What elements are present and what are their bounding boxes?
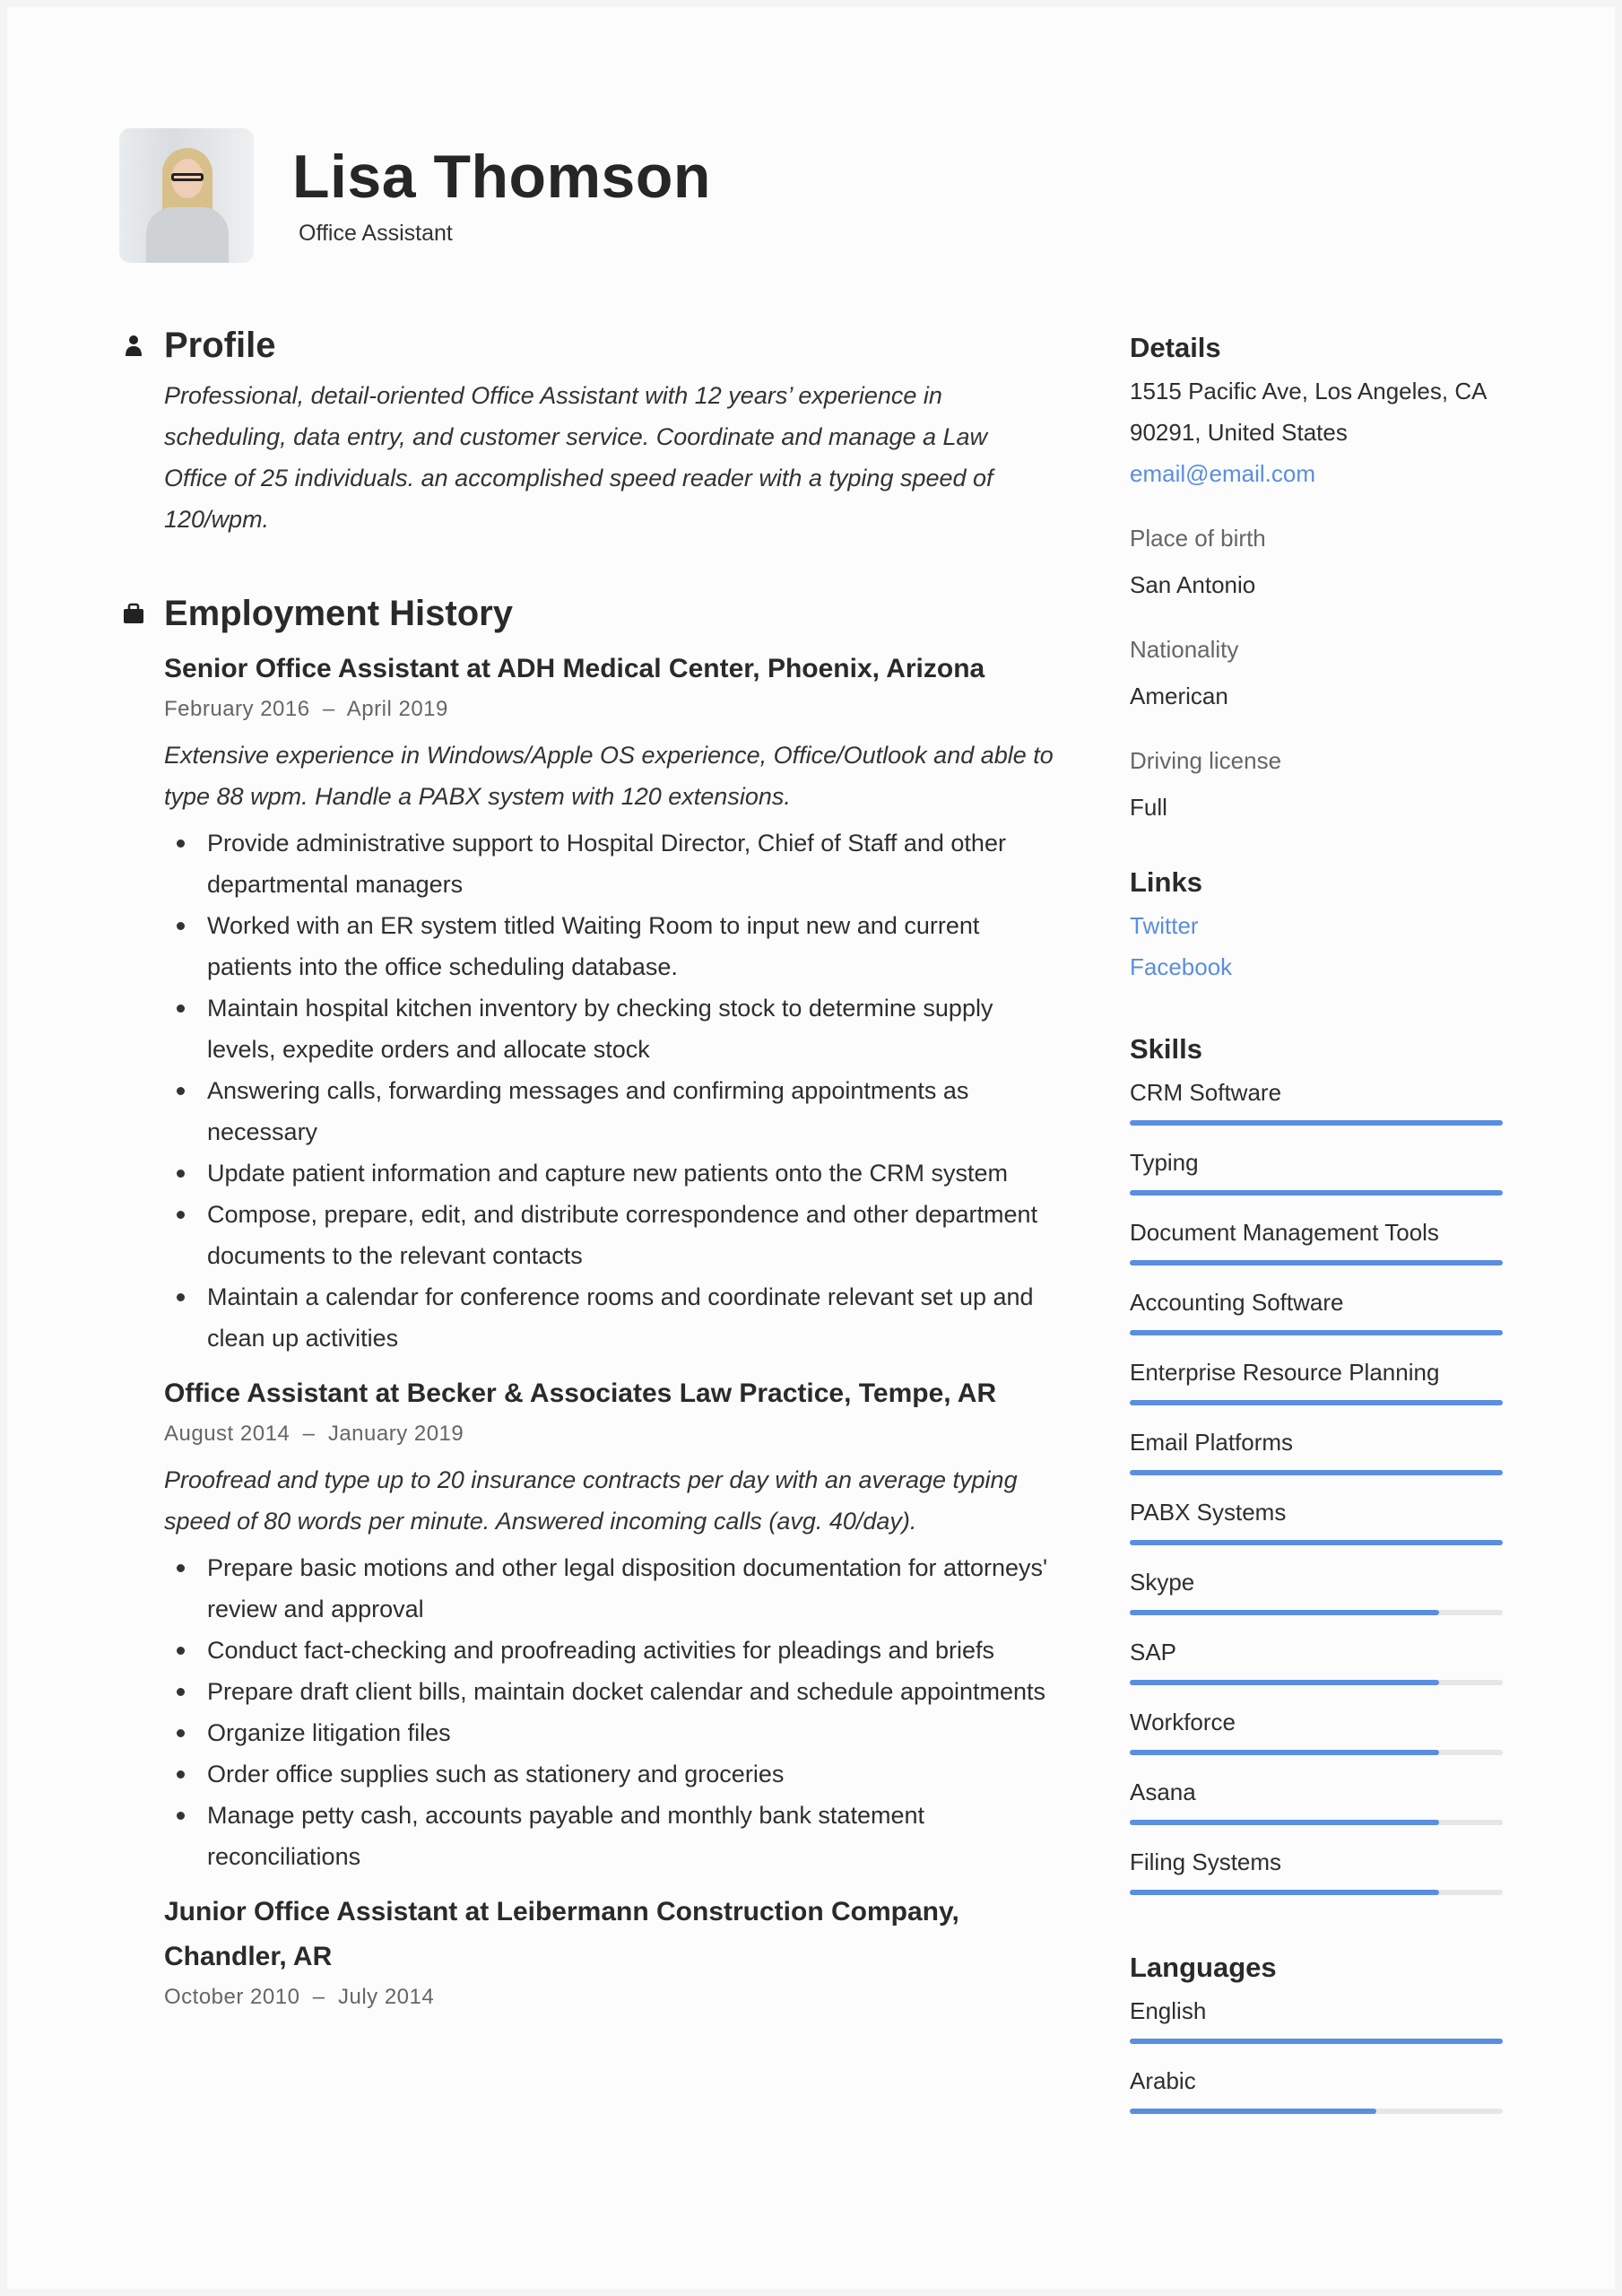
- job-title: Office Assistant at Becker & Associates Law Practice, Tempe, AR: [164, 1378, 997, 1408]
- skill-name: Filing Systems: [1130, 1848, 1282, 1875]
- level-fill: [1130, 1750, 1439, 1755]
- links-heading: Links: [1130, 866, 1202, 898]
- place-of-birth-value: San Antonio: [1130, 571, 1256, 598]
- level-bar: [1130, 2039, 1503, 2044]
- candidate-title: Office Assistant: [299, 221, 453, 246]
- level-bar: [1130, 1680, 1503, 1685]
- language-name: English: [1130, 1997, 1207, 2024]
- level-bar: [1130, 1820, 1503, 1825]
- job-bullets: [164, 1547, 1056, 1877]
- level-fill: [1130, 2039, 1503, 2044]
- skill-item: [1130, 1561, 1506, 1631]
- job-end: April 2019: [346, 697, 448, 721]
- skill-name: PABX Systems: [1130, 1499, 1287, 1526]
- nationality-value: American: [1130, 683, 1228, 709]
- job-start: August 2014: [164, 1422, 291, 1446]
- level-fill: [1130, 1190, 1503, 1196]
- level-bar: [1130, 1540, 1503, 1545]
- skills-list: [1130, 1072, 1506, 1911]
- job-entry: [164, 1371, 1056, 1877]
- skill-item: [1130, 1282, 1506, 1352]
- skill-name: Document Management Tools: [1130, 1219, 1439, 1246]
- job-dates: October 2010 – July 2014: [164, 1985, 435, 2009]
- resume-page: [7, 7, 1615, 2289]
- job-list: [164, 647, 1056, 2015]
- twitter-link[interactable]: Twitter: [1130, 912, 1199, 939]
- level-bar: [1130, 1260, 1503, 1265]
- level-bar: [1130, 1190, 1503, 1196]
- job-bullet: Maintain hospital kitchen inventory by checking stock to determine supply levels, expedite orders and allocate stock: [164, 987, 1056, 1070]
- job-bullet: Provide administrative support to Hospital Director, Chief of Staff and other departmental managers: [164, 822, 1056, 905]
- job-start: February 2016: [164, 697, 310, 721]
- skill-item: [1130, 1631, 1506, 1701]
- level-bar: [1130, 1120, 1503, 1126]
- skill-item: [1130, 1422, 1506, 1492]
- job-summary: Proofread and type up to 20 insurance contracts per day with an average typing speed of 80 words per minute. Answered incoming calls (avg. 40/day).: [164, 1466, 1018, 1535]
- job-end: January 2019: [327, 1422, 464, 1446]
- level-fill: [1130, 1260, 1503, 1265]
- address-line-1: 1515 Pacific Ave, Los Angeles, CA: [1130, 378, 1488, 404]
- level-fill: [1130, 1540, 1503, 1545]
- job-bullet: Answering calls, forwarding messages and confirming appointments as necessary: [164, 1070, 1056, 1152]
- level-bar: [1130, 1470, 1503, 1475]
- level-fill: [1130, 1120, 1503, 1126]
- skill-item: [1130, 1492, 1506, 1561]
- language-item: [1130, 2060, 1506, 2130]
- skill-name: Accounting Software: [1130, 1289, 1344, 1316]
- skill-name: CRM Software: [1130, 1079, 1282, 1106]
- job-start: October 2010: [164, 1985, 300, 2009]
- skill-item: [1130, 1072, 1506, 1142]
- level-bar: [1130, 2109, 1503, 2114]
- language-item: [1130, 1990, 1506, 2060]
- person-icon: [123, 335, 144, 356]
- skill-name: Email Platforms: [1130, 1429, 1294, 1456]
- profile-photo: [119, 128, 254, 263]
- level-bar: [1130, 1890, 1503, 1895]
- job-end: July 2014: [337, 1985, 435, 2009]
- skill-name: SAP: [1130, 1639, 1177, 1665]
- skill-item: [1130, 1352, 1506, 1422]
- nationality-label: Nationality: [1130, 636, 1239, 663]
- job-bullet: Organize litigation files: [164, 1712, 1056, 1753]
- job-bullet: Manage petty cash, accounts payable and monthly bank statement reconciliations: [164, 1795, 1056, 1877]
- candidate-name: Lisa Thomson: [292, 143, 711, 211]
- job-bullet: Prepare draft client bills, maintain docket calendar and schedule appointments: [164, 1671, 1056, 1712]
- employment-heading-text: Employment History: [164, 594, 513, 633]
- level-fill: [1130, 1610, 1439, 1615]
- job-bullet: Update patient information and capture new patients onto the CRM system: [164, 1152, 1056, 1194]
- profile-heading: [164, 326, 1056, 366]
- level-fill: [1130, 1820, 1439, 1825]
- level-bar: [1130, 1610, 1503, 1615]
- job-title: Junior Office Assistant at Leibermann Construction Company, Chandler, AR: [164, 1897, 959, 1971]
- skill-item: [1130, 1701, 1506, 1771]
- job-bullet: Order office supplies such as stationery and groceries: [164, 1753, 1056, 1795]
- level-fill: [1130, 2109, 1376, 2114]
- profile-heading-text: Profile: [164, 326, 276, 365]
- level-fill: [1130, 1890, 1439, 1895]
- skill-item: [1130, 1771, 1506, 1841]
- level-fill: [1130, 1470, 1503, 1475]
- language-name: Arabic: [1130, 2067, 1196, 2094]
- job-title: Senior Office Assistant at ADH Medical Center, Phoenix, Arizona: [164, 654, 985, 683]
- skill-name: Enterprise Resource Planning: [1130, 1359, 1440, 1386]
- profile-text: Professional, detail-oriented Office Assistant with 12 years’ experience in scheduling, data entry, and customer service. Coordinate and manage a Law Office of 25 individuals. an accomplished speed reader with a typing speed of 120/wpm.: [164, 382, 993, 533]
- facebook-link[interactable]: Facebook: [1130, 953, 1233, 980]
- skill-item: [1130, 1142, 1506, 1212]
- email-link[interactable]: email@email.com: [1130, 460, 1315, 487]
- skills-heading: Skills: [1130, 1033, 1202, 1065]
- job-bullets: [164, 822, 1056, 1359]
- job-bullet: Conduct fact-checking and proofreading activities for pleadings and briefs: [164, 1630, 1056, 1671]
- skill-item: [1130, 1212, 1506, 1282]
- job-entry: [164, 1890, 1056, 2015]
- skill-item: [1130, 1841, 1506, 1911]
- level-bar: [1130, 1400, 1503, 1405]
- job-entry: [164, 647, 1056, 1359]
- address-line-2: 90291, United States: [1130, 419, 1348, 446]
- details-heading: Details: [1130, 332, 1221, 363]
- driving-license-label: Driving license: [1130, 747, 1282, 774]
- job-summary: Extensive experience in Windows/Apple OS experience, Office/Outlook and able to type 88 wpm. Handle a PABX system with 120 extensions.: [164, 742, 1054, 810]
- place-of-birth-label: Place of birth: [1130, 525, 1266, 552]
- level-bar: [1130, 1750, 1503, 1755]
- level-fill: [1130, 1400, 1503, 1405]
- driving-license-value: Full: [1130, 794, 1167, 821]
- job-bullet: Compose, prepare, edit, and distribute correspondence and other department documents to the relevant contacts: [164, 1194, 1056, 1276]
- skill-name: Asana: [1130, 1779, 1196, 1805]
- job-bullet: Worked with an ER system titled Waiting Room to input new and current patients into the office scheduling database.: [164, 905, 1056, 987]
- job-dates: August 2014 – January 2019: [164, 1422, 464, 1446]
- skill-name: Workforce: [1130, 1709, 1236, 1735]
- job-dates: February 2016 – April 2019: [164, 697, 448, 721]
- level-fill: [1130, 1330, 1503, 1335]
- main-column: [164, 326, 1056, 2022]
- skill-name: Skype: [1130, 1569, 1195, 1596]
- level-bar: [1130, 1330, 1503, 1335]
- side-column: [1130, 326, 1506, 2130]
- level-fill: [1130, 1680, 1439, 1685]
- languages-heading: Languages: [1130, 1952, 1277, 1983]
- job-bullet: Maintain a calendar for conference rooms and coordinate relevant set up and clean up activities: [164, 1276, 1056, 1359]
- languages-list: [1130, 1990, 1506, 2130]
- briefcase-icon: [123, 603, 144, 624]
- job-bullet: Prepare basic motions and other legal disposition documentation for attorneys' review and approval: [164, 1547, 1056, 1630]
- employment-heading: [164, 594, 1056, 634]
- skill-name: Typing: [1130, 1149, 1199, 1176]
